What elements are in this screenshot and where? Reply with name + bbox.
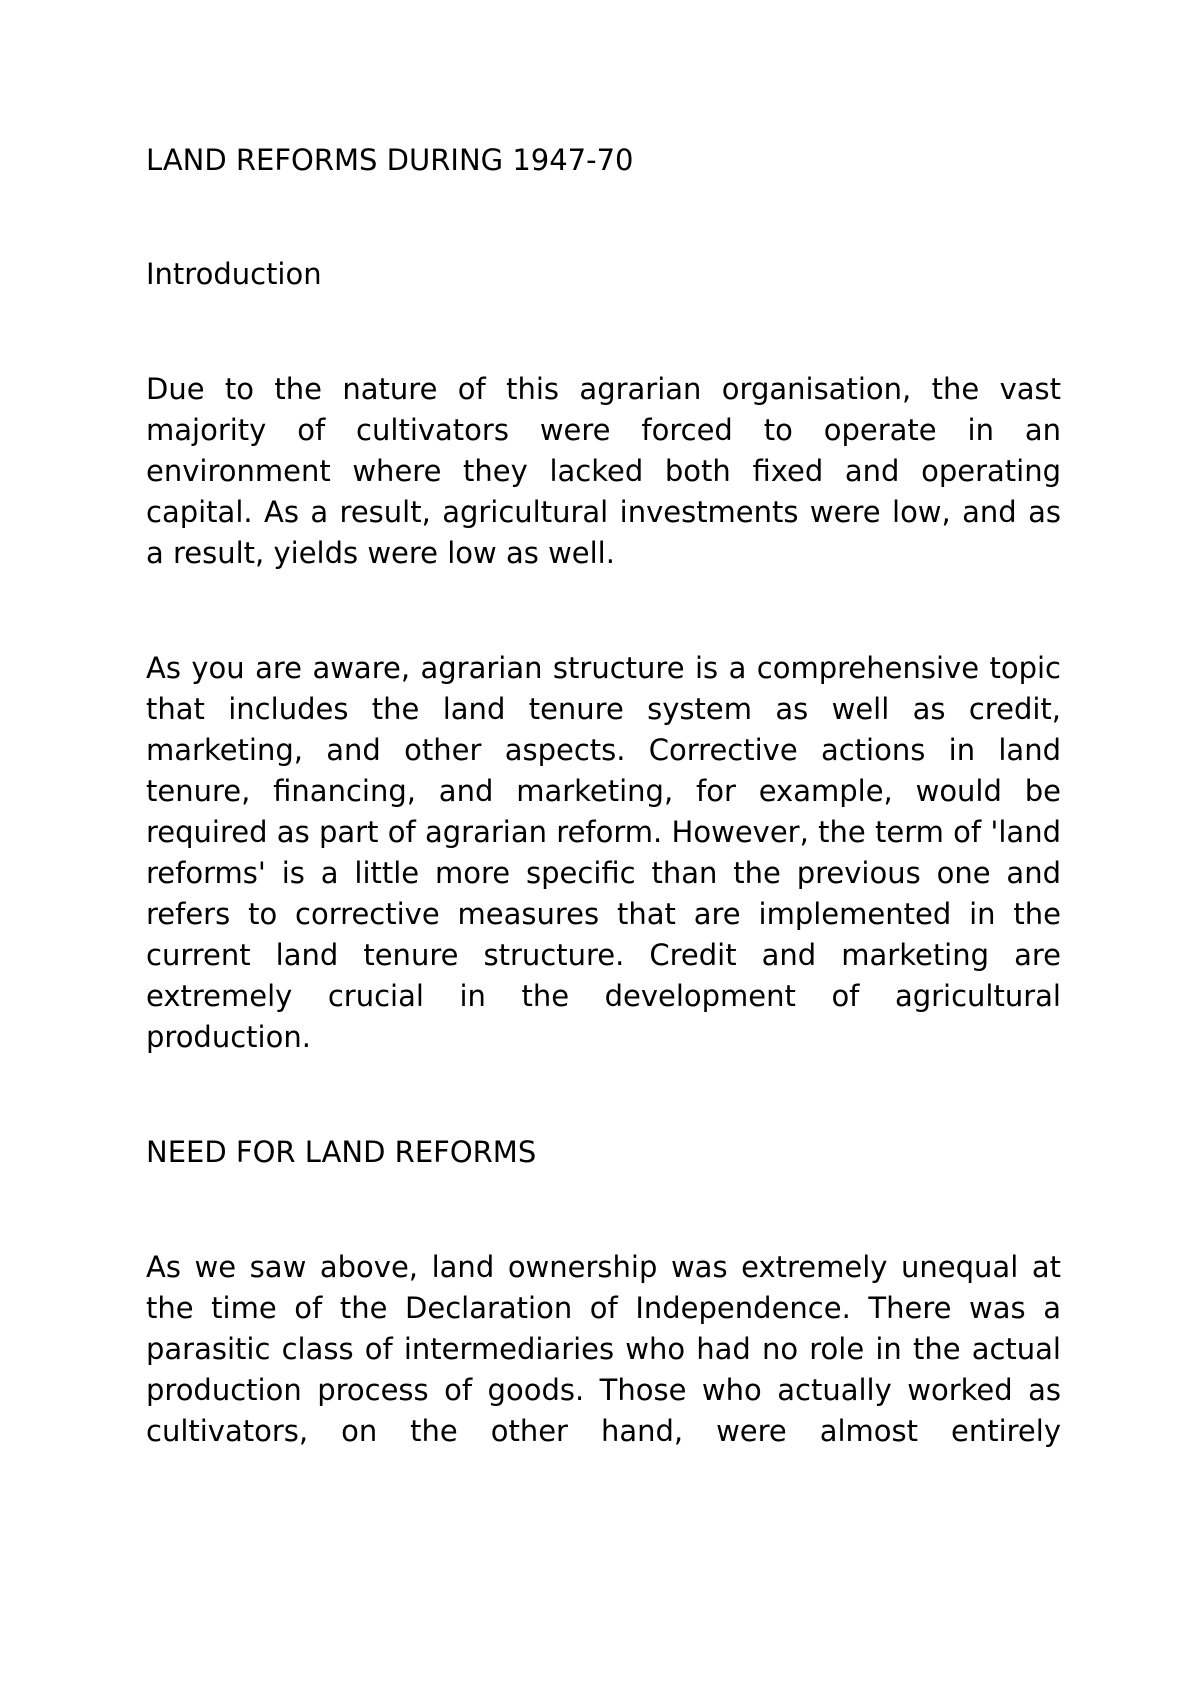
document-page <box>146 140 1061 1452</box>
spacer <box>146 181 1061 254</box>
spacer <box>146 574 1061 648</box>
spacer <box>146 1058 1061 1132</box>
paragraph: Due to the nature of this agrarian organisation, the vast majority of cultivators were forced to operate in an environment where they lacked both fixed and operating capital. As a result, agricultural investments were low, and as a result, yields were low as well. <box>146 372 1061 570</box>
spacer <box>146 295 1061 369</box>
section-heading-introduction: Introduction <box>146 257 322 291</box>
section-heading-need-for-land-reforms: NEED FOR LAND REFORMS <box>146 1135 537 1169</box>
paragraph: As we saw above, land ownership was extremely unequal at the time of the Declaration of Independence. There was a parasitic class of intermediaries who had no role in the actual production process of goods. Those who actually worked as cultivators, on the other hand, were almost entirely <box>146 1250 1061 1448</box>
paragraph: As you are aware, agrarian structure is a comprehensive topic that includes the land tenure system as well as credit, marketing, and other aspects. Corrective actions in land tenure, financing, and marketing, for example, would be required as part of agrarian reform. However, the term of 'land reforms' is a little more specific than the previous one and refers to corrective measures that are implemented in the current land tenure structure. Credit and marketing are extremely crucial in the development of agricultural production. <box>146 651 1061 1054</box>
spacer <box>146 1173 1061 1247</box>
document-title: LAND REFORMS DURING 1947-70 <box>146 143 634 177</box>
